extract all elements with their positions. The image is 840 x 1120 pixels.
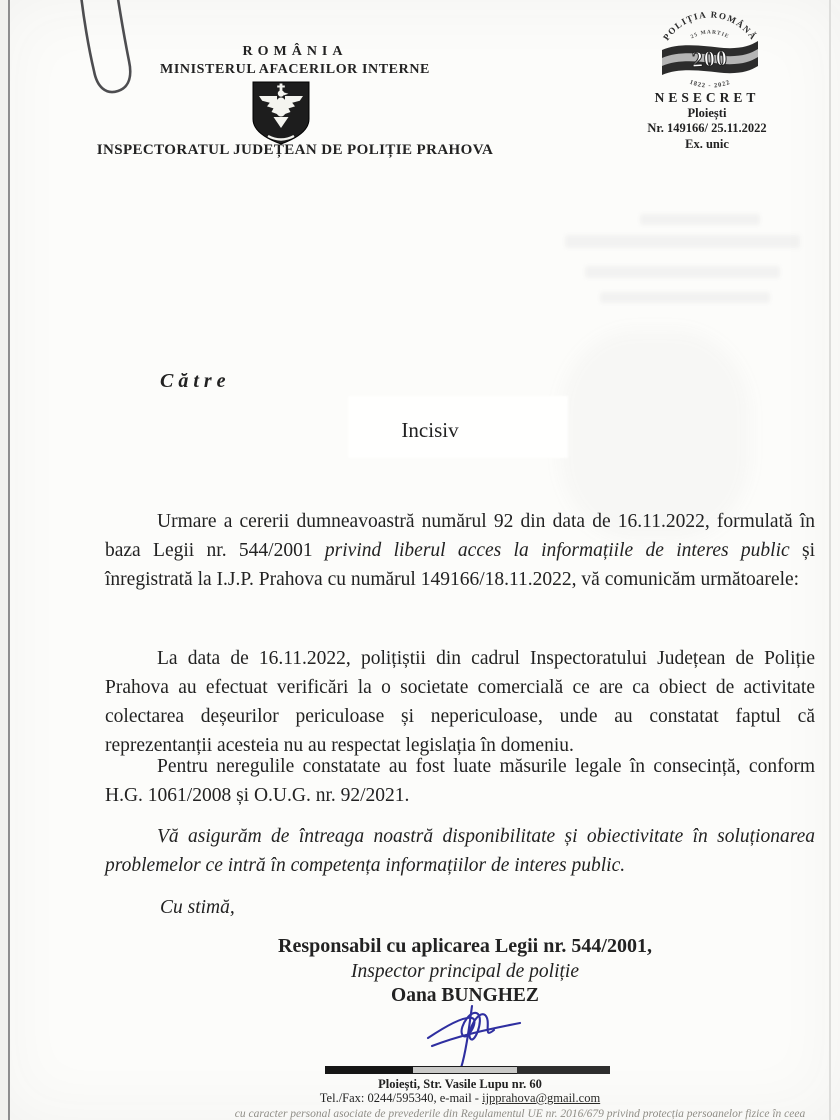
paragraph-text: Urmare a cererii dumneavoastră numărul 92 din data de 16.11.2022, formulată în baza Legii nr. 544/2001 [105, 511, 815, 561]
country-title: ROMÂNIA [242, 44, 348, 59]
scan-edge-line-left [8, 0, 10, 1120]
copy-designation: Ex. unic [685, 136, 729, 151]
paragraph-text: și înregistrată la I.J.P. Prahova cu numărul 149166/18.11.2022, vă comunicăm următoarele: [105, 540, 815, 590]
svg-text:200: 200 [691, 45, 729, 72]
bar-segment [413, 1066, 517, 1074]
logo-flag [662, 41, 758, 75]
paragraph-findings: La data de 16.11.2022, polițiștii din cadrul Inspectoratului Județean de Poliție Prahova au efectuat verificări la o societate comercială ce are ca obiect de activitate colectarea deșeurilor periculoase și nepericuloase, unde au constatat faptul că reprezentanții acesteia nu au respectat legislația în domeniu. [105, 648, 815, 756]
closing-salutation: Cu stimă, [160, 897, 235, 918]
registration-number: Nr. 149166/ 25.11.2022 [647, 121, 767, 135]
bleed-through-mark [640, 214, 760, 225]
classification-block [612, 90, 802, 152]
signer-role-line2: Inspector principal de poliție [350, 961, 579, 982]
letterhead [60, 44, 530, 78]
paragraph-assurance: Vă asigurăm de întreaga noastră disponibilitate și obiectivitate în soluționarea problemelor ce intră în competența informațiilor de interes public. [105, 826, 815, 876]
bar-segment [517, 1066, 610, 1074]
svg-text:25 MARTIE: 25 MARTIE [689, 29, 731, 41]
coat-of-arms-icon [250, 80, 312, 146]
bleed-through-mark [585, 266, 780, 278]
paragraph-measures: Pentru neregulile constatate au fost luate măsurile legale în consecință, conform H.G. 1061/2008 și O.U.G. nr. 92/2021. [105, 756, 815, 806]
svg-text:POLIȚIA ROMÂNĂ: POLIȚIA ROMÂNĂ [661, 9, 759, 43]
salutation: Către [160, 370, 231, 392]
addressee-name: Incisiv [401, 418, 459, 442]
ministry-title: MINISTERUL AFACERILOR INTERNE [160, 62, 430, 77]
bleed-through-mark [600, 292, 770, 303]
signature-block [180, 935, 750, 1007]
classification-city: Ploiești [687, 105, 727, 120]
paragraph-request-reference [105, 507, 815, 594]
footer-email: ijpprahova@gmail.com [482, 1091, 601, 1105]
signer-role-line1: Responsabil cu aplicarea Legii nr. 544/2001, [278, 935, 652, 957]
footer-phone: Tel./Fax: 0244/595340, e-mail - [319, 1091, 483, 1105]
classification-level: NESECRET [654, 90, 760, 105]
handwritten-signature [420, 1000, 530, 1070]
footer-gdpr-notice: cu caracter personal asociate de prevederile din Regulamentul UE nr. 2016/679 privind protecția persoanelor fizice în ceea [234, 1108, 806, 1120]
svg-text:1822 - 2022: 1822 - 2022 [688, 78, 732, 90]
scan-edge-line-right [829, 0, 831, 1120]
bar-segment [325, 1066, 413, 1074]
signer-name: Oana BUNGHEZ [391, 985, 539, 1006]
law-title-italic: privind liberul acces la informațiile de interes public [324, 540, 790, 561]
footer-divider-bar [325, 1066, 610, 1074]
footer-contact [60, 1091, 840, 1106]
footer-address: Ploiești, Str. Vasile Lupu nr. 60 [378, 1077, 542, 1091]
bleed-through-mark [565, 235, 800, 248]
inspectorate-title: INSPECTORATUL JUDEȚEAN DE POLIȚIE PRAHOVA [96, 142, 494, 158]
anniversary-logo [648, 6, 772, 92]
